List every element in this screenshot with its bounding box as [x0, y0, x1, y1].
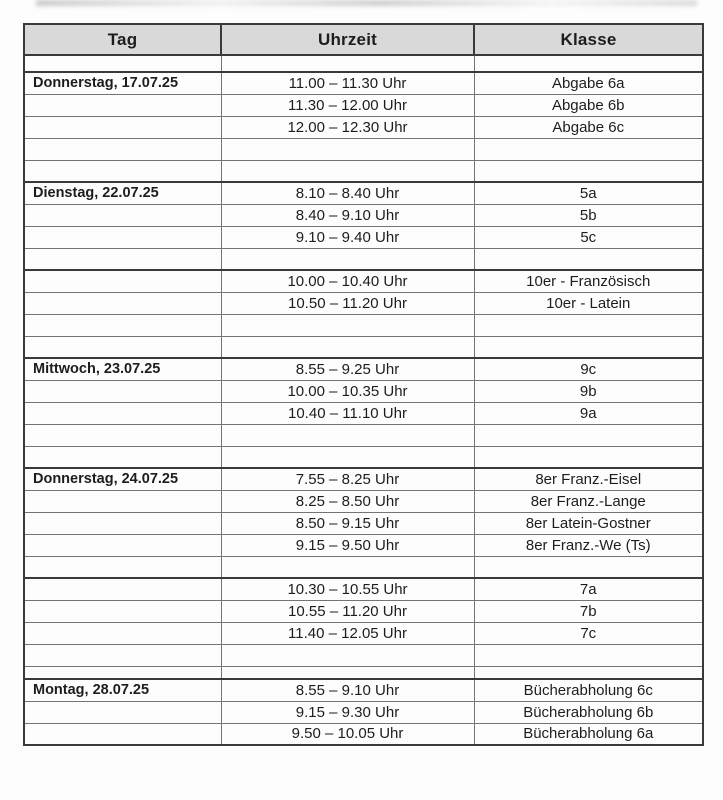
table-body — [24, 55, 703, 745]
table-row — [24, 468, 703, 490]
table-row — [24, 534, 703, 556]
spacer-row — [24, 314, 703, 336]
table-row — [24, 358, 703, 380]
day-cell — [24, 336, 221, 358]
time-cell — [221, 336, 474, 358]
class-cell: 10er - Französisch — [474, 270, 703, 292]
time-cell: 9.15 – 9.50 Uhr — [221, 534, 474, 556]
table-header — [24, 24, 703, 55]
table-row — [24, 94, 703, 116]
time-cell: 10.30 – 10.55 Uhr — [221, 578, 474, 600]
time-cell: 10.00 – 10.40 Uhr — [221, 270, 474, 292]
class-cell: 10er - Latein — [474, 292, 703, 314]
class-cell — [474, 248, 703, 270]
time-cell — [221, 314, 474, 336]
time-cell: 8.55 – 9.25 Uhr — [221, 358, 474, 380]
class-cell: 8er Franz.-Lange — [474, 490, 703, 512]
class-cell: Bücherabholung 6b — [474, 701, 703, 723]
class-cell: 8er Latein-Gostner — [474, 512, 703, 534]
time-cell — [221, 55, 474, 72]
spacer-row — [24, 138, 703, 160]
day-cell — [24, 534, 221, 556]
day-cell — [24, 55, 221, 72]
class-cell: 7b — [474, 600, 703, 622]
time-cell: 8.40 – 9.10 Uhr — [221, 204, 474, 226]
table-row — [24, 578, 703, 600]
class-cell — [474, 314, 703, 336]
header-uhrzeit: Uhrzeit — [221, 24, 474, 55]
class-cell — [474, 138, 703, 160]
scan-artifact — [36, 0, 697, 6]
time-cell: 10.00 – 10.35 Uhr — [221, 380, 474, 402]
day-cell — [24, 116, 221, 138]
spacer-row — [24, 446, 703, 468]
time-cell: 11.40 – 12.05 Uhr — [221, 622, 474, 644]
table-row — [24, 270, 703, 292]
class-cell — [474, 666, 703, 679]
day-cell — [24, 204, 221, 226]
day-cell — [24, 556, 221, 578]
time-cell — [221, 424, 474, 446]
day-cell — [24, 94, 221, 116]
class-cell: 5b — [474, 204, 703, 226]
class-cell: 9a — [474, 402, 703, 424]
spacer-row — [24, 424, 703, 446]
day-cell — [24, 270, 221, 292]
day-cell: Dienstag, 22.07.25 — [24, 182, 221, 204]
time-cell — [221, 644, 474, 666]
table-row — [24, 292, 703, 314]
time-cell: 10.40 – 11.10 Uhr — [221, 402, 474, 424]
table-row — [24, 701, 703, 723]
class-cell: Abgabe 6c — [474, 116, 703, 138]
day-cell — [24, 292, 221, 314]
class-cell: 8er Franz.-We (Ts) — [474, 534, 703, 556]
spacer-row — [24, 644, 703, 666]
day-cell — [24, 226, 221, 248]
time-cell: 8.50 – 9.15 Uhr — [221, 512, 474, 534]
day-cell: Donnerstag, 24.07.25 — [24, 468, 221, 490]
day-cell — [24, 644, 221, 666]
table-row — [24, 622, 703, 644]
day-cell — [24, 314, 221, 336]
time-cell: 11.00 – 11.30 Uhr — [221, 72, 474, 94]
spacer-row — [24, 55, 703, 72]
day-cell — [24, 723, 221, 745]
day-cell — [24, 622, 221, 644]
class-cell: 8er Franz.-Eisel — [474, 468, 703, 490]
day-cell — [24, 402, 221, 424]
class-cell — [474, 160, 703, 182]
spacer-row — [24, 556, 703, 578]
day-cell: Donnerstag, 17.07.25 — [24, 72, 221, 94]
class-cell — [474, 55, 703, 72]
day-cell — [24, 380, 221, 402]
day-cell — [24, 446, 221, 468]
day-cell — [24, 666, 221, 679]
table-row — [24, 116, 703, 138]
spacer-row — [24, 160, 703, 182]
class-cell: 7c — [474, 622, 703, 644]
table-row — [24, 600, 703, 622]
day-cell — [24, 490, 221, 512]
day-cell — [24, 512, 221, 534]
day-cell — [24, 701, 221, 723]
class-cell: Bücherabholung 6c — [474, 679, 703, 701]
time-cell: 9.15 – 9.30 Uhr — [221, 701, 474, 723]
class-cell — [474, 644, 703, 666]
table-row — [24, 204, 703, 226]
table-row — [24, 512, 703, 534]
class-cell — [474, 556, 703, 578]
table-row — [24, 72, 703, 94]
day-cell — [24, 600, 221, 622]
class-cell — [474, 336, 703, 358]
day-cell — [24, 248, 221, 270]
table-row — [24, 182, 703, 204]
day-cell — [24, 424, 221, 446]
class-cell: Abgabe 6a — [474, 72, 703, 94]
class-cell: Abgabe 6b — [474, 94, 703, 116]
header-row — [24, 24, 703, 55]
time-cell: 11.30 – 12.00 Uhr — [221, 94, 474, 116]
class-cell: 7a — [474, 578, 703, 600]
table-row — [24, 380, 703, 402]
time-cell: 8.10 – 8.40 Uhr — [221, 182, 474, 204]
table-row — [24, 226, 703, 248]
day-cell: Mittwoch, 23.07.25 — [24, 358, 221, 380]
class-cell — [474, 424, 703, 446]
day-cell — [24, 160, 221, 182]
table-row — [24, 490, 703, 512]
header-tag: Tag — [24, 24, 221, 55]
time-cell — [221, 248, 474, 270]
spacer-row — [24, 666, 703, 679]
table-row — [24, 723, 703, 745]
time-cell — [221, 138, 474, 160]
time-cell: 10.50 – 11.20 Uhr — [221, 292, 474, 314]
time-cell: 9.10 – 9.40 Uhr — [221, 226, 474, 248]
schedule-table — [23, 23, 704, 746]
spacer-row — [24, 336, 703, 358]
time-cell: 10.55 – 11.20 Uhr — [221, 600, 474, 622]
time-cell — [221, 666, 474, 679]
time-cell: 12.00 – 12.30 Uhr — [221, 116, 474, 138]
class-cell: 5c — [474, 226, 703, 248]
class-cell: 9c — [474, 358, 703, 380]
time-cell — [221, 556, 474, 578]
class-cell: 9b — [474, 380, 703, 402]
spacer-row — [24, 248, 703, 270]
header-klasse: Klasse — [474, 24, 703, 55]
day-cell: Montag, 28.07.25 — [24, 679, 221, 701]
time-cell — [221, 446, 474, 468]
time-cell: 7.55 – 8.25 Uhr — [221, 468, 474, 490]
time-cell — [221, 160, 474, 182]
class-cell: 5a — [474, 182, 703, 204]
table-row — [24, 402, 703, 424]
day-cell — [24, 138, 221, 160]
class-cell — [474, 446, 703, 468]
time-cell: 8.25 – 8.50 Uhr — [221, 490, 474, 512]
table-row — [24, 679, 703, 701]
time-cell: 8.55 – 9.10 Uhr — [221, 679, 474, 701]
time-cell: 9.50 – 10.05 Uhr — [221, 723, 474, 745]
day-cell — [24, 578, 221, 600]
class-cell: Bücherabholung 6a — [474, 723, 703, 745]
